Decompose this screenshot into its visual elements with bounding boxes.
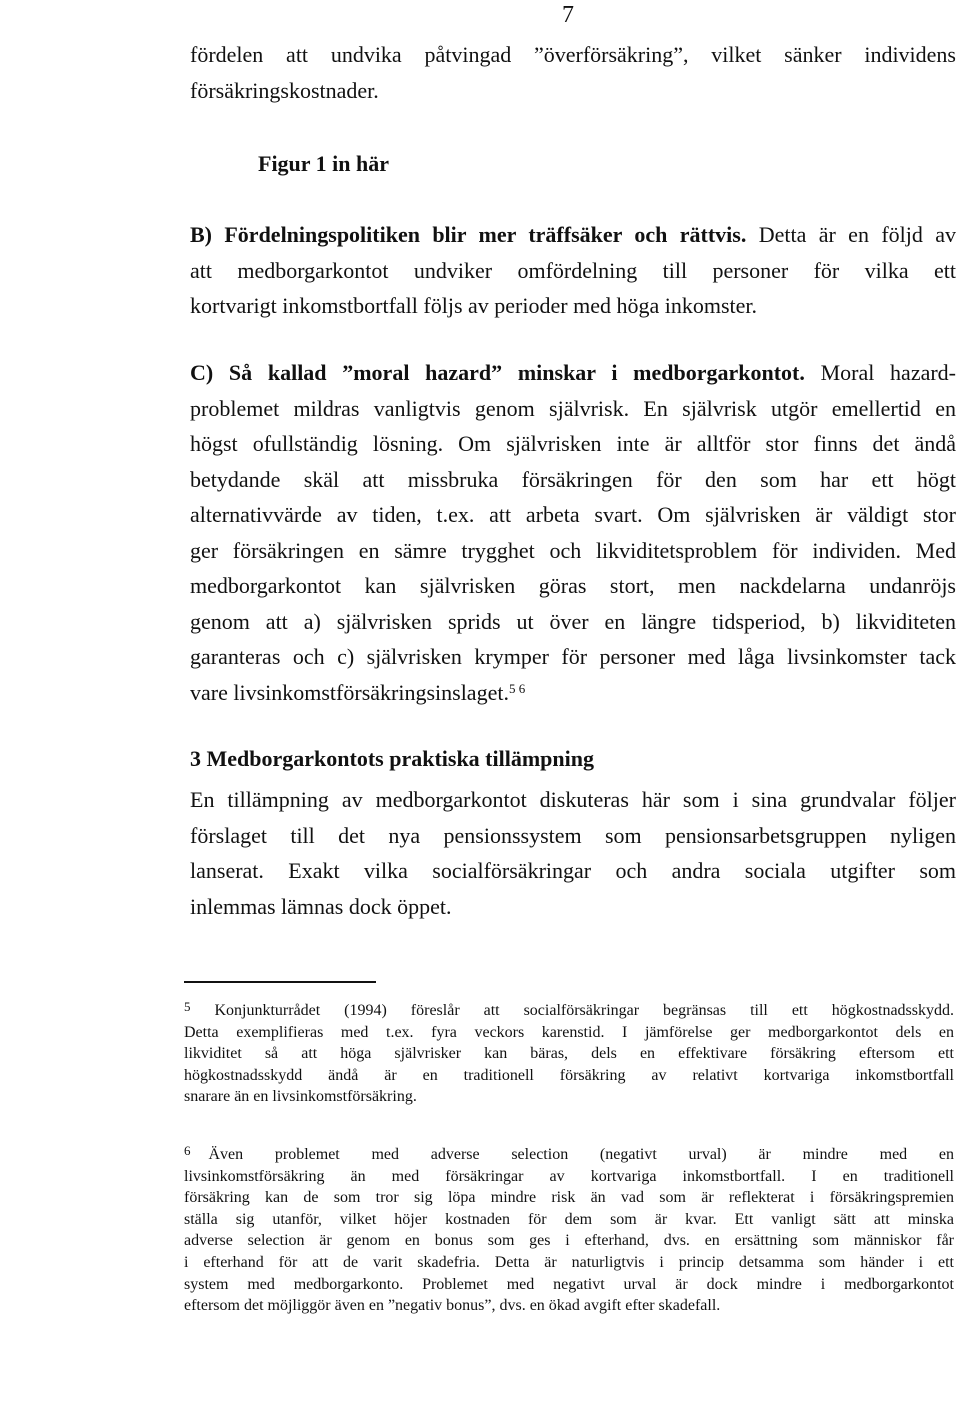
footnote-5-last-line: snarare än en livsinkomstförsäkring. bbox=[184, 1088, 417, 1106]
section-3-heading: 3 Medborgarkontots praktiska tillämpning bbox=[190, 746, 594, 771]
section-b-first-line-rest: Detta är en följd av bbox=[758, 222, 956, 247]
footnote-5-line: högkostnadsskydd ändå är en traditionell försäkring av relativt kortvariga inkomstbortfall bbox=[184, 1066, 954, 1084]
figure-reference: Figur 1 in här bbox=[258, 151, 390, 176]
footnote-6 bbox=[184, 1144, 954, 1317]
footnote-5-first-line bbox=[184, 1000, 954, 1022]
footnote-6-line: livsinkomstförsäkring än med försäkringar av kortvariga inkomstbortfall. I en traditionell bbox=[184, 1167, 954, 1185]
footnote-6-line: system med medborgarkonto. Problemet med negativt urval är dock mindre i medborgarkontot bbox=[184, 1275, 954, 1293]
section-c-paragraph bbox=[190, 355, 956, 710]
footnote-6-line: adverse selection är genom en bonus som ges i efterhand, dvs. en ersättning som människor får bbox=[184, 1232, 954, 1250]
section-c-line: alternativvärde av tiden, t.ex. att arbeta svart. Om självrisken är väldigt stor bbox=[190, 502, 956, 527]
section-3-line: förslaget till det nya pensionssystem som pensionsarbetsgruppen nyligen bbox=[190, 822, 956, 848]
section-c-first-line bbox=[190, 355, 956, 391]
footnote-reference-5-6: 5 6 bbox=[508, 680, 526, 696]
footnote-6-last-line: eftersom det möjliggör även en ”negativ bonus”, dvs. en ökad avgift efter skadefall. bbox=[184, 1297, 721, 1315]
section-3-paragraph bbox=[190, 782, 956, 924]
section-b-line: att medborgarkontot undviker omfördelning till personer för vilka ett bbox=[190, 257, 956, 283]
section-c-line: medborgarkontot kan självrisken göras stort, men nackdelarna undanröjs bbox=[190, 573, 956, 598]
section-c-last-line-text: vare livsinkomstförsäkringsinslaget. bbox=[190, 679, 509, 705]
section-b-lead: B) Fördelningspolitiken blir mer träffsäker och rättvis. bbox=[190, 222, 747, 247]
footnote-6-line: ställa sig utanför, vilket höjer kostnaden för dem som är kvar. Ett vanligt sätt att minska bbox=[184, 1210, 954, 1228]
section-b-first-line bbox=[190, 217, 956, 253]
section-c-last-line bbox=[190, 675, 956, 711]
section-3-line: En tillämpning av medborgarkontot diskuteras här som i sina grundvalar följer bbox=[190, 787, 956, 812]
section-c-lead: C) Så kallad ”moral hazard” minskar i medborgarkontot. bbox=[190, 360, 805, 385]
section-c-line: problemet mildras vanligtvis genom självrisk. En självrisk utgör emellertid en bbox=[190, 395, 956, 421]
intro-paragraph bbox=[190, 37, 956, 108]
intro-line: fördelen att undvika påtvingad ”överförsäkring”, vilket sänker individens bbox=[190, 42, 956, 67]
footnote-6-first-line bbox=[184, 1144, 954, 1166]
section-3-line: lanserat. Exakt vilka socialförsäkringar och andra sociala utgifter som bbox=[190, 858, 956, 883]
footnote-5 bbox=[184, 1000, 954, 1108]
section-b-paragraph bbox=[190, 217, 956, 324]
footnote-5-line: Detta exemplifieras med t.ex. fyra veckors karenstid. I jämförelse ger medborgarkontot dels en bbox=[184, 1023, 954, 1041]
footnote-6-line: i efterhand för att de varit skadefria. Detta är naturligtvis i princip detsamma som händer i ett bbox=[184, 1253, 954, 1271]
section-c-line: garanteras och c) självrisken krymper för personer med låga livsinkomster tack bbox=[190, 644, 956, 669]
footnote-5-line: likviditet så att höga självrisker kan bäras, dels en effektivare försäkring eftersom ett bbox=[184, 1045, 954, 1063]
section-c-line: betydande skäl att missbruka försäkringen för den som har ett högt bbox=[190, 466, 956, 492]
section-c-line: högst ofullständig lösning. Om självrisken inte är alltför stor finns det ändå bbox=[190, 431, 956, 456]
section-c-line: ger försäkringen en sämre trygghet och likviditetsproblem för individen. Med bbox=[190, 537, 956, 563]
footnote-separator bbox=[184, 981, 376, 983]
section-b-line: kortvarigt inkomstbortfall följs av perioder med höga inkomster. bbox=[190, 293, 757, 318]
footnote-5-marker: 5 bbox=[184, 999, 191, 1014]
section-c-line: genom att a) självrisken sprids ut över en längre tidsperiod, b) likviditeten bbox=[190, 608, 956, 634]
footnote-6-line: försäkring kan de som tror sig löpa mindre risk än vad som är reflekterat i försäkringspremien bbox=[184, 1189, 954, 1207]
section-3-last-line: inlemmas lämnas dock öppet. bbox=[190, 893, 452, 919]
intro-line: försäkringskostnader. bbox=[190, 77, 379, 103]
footnote-6-marker: 6 bbox=[184, 1143, 191, 1158]
page-number: 7 bbox=[562, 2, 574, 28]
footnote-5-line-text: Konjunkturrådet (1994) föreslår att socialförsäkringar begränsas till ett högkostnadsskydd. bbox=[214, 1002, 955, 1019]
footnote-6-line-text: Även problemet med adverse selection (negativt urval) är mindre med en bbox=[208, 1146, 954, 1163]
section-c-first-line-rest: Moral hazard- bbox=[820, 360, 957, 385]
